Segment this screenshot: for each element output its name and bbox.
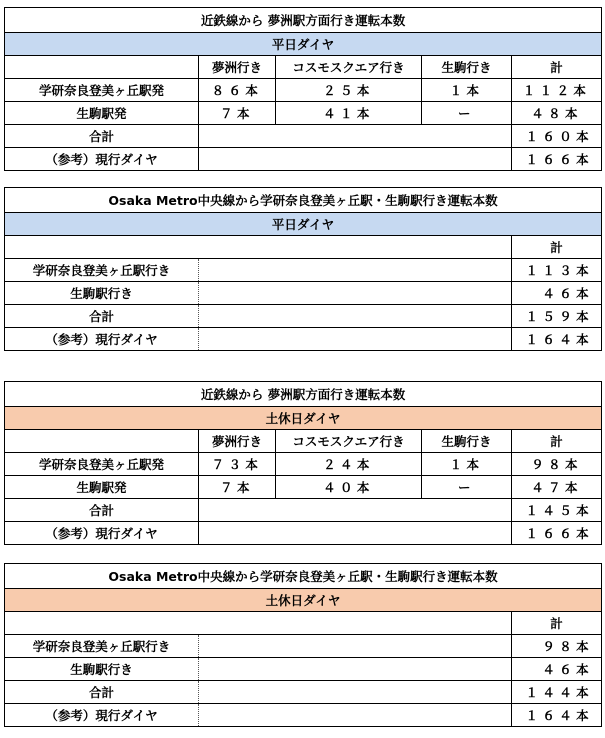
header-blank <box>5 430 199 453</box>
total-label: 合計 <box>5 499 199 522</box>
header-blank <box>5 56 199 79</box>
total-value: １４５本 <box>512 499 602 522</box>
header-blank <box>5 236 199 259</box>
row-label: 生駒駅発 <box>5 102 199 125</box>
table-title: 近鉄線から 夢洲駅方面行き運転本数 <box>5 382 602 407</box>
table-title: Osaka Metro中央線から学研奈良登美ヶ丘駅・生駒駅行き運転本数 <box>5 188 602 213</box>
col-header: コスモスクエア行き <box>276 430 422 453</box>
table-kintetsu-weekday <box>4 7 602 171</box>
reference-row <box>5 522 602 545</box>
cell-value: ４１本 <box>276 102 422 125</box>
total-row <box>5 681 602 704</box>
blank-cell <box>199 499 512 522</box>
reference-value: １６４本 <box>512 328 602 351</box>
row-label: 学研奈良登美ヶ丘駅発 <box>5 79 199 102</box>
reference-label: （参考）現行ダイヤ <box>5 522 199 545</box>
cell-total: １１３本 <box>512 259 602 282</box>
cell-total: ９８本 <box>512 453 602 476</box>
total-value: １４４本 <box>512 681 602 704</box>
blank-cell <box>199 704 512 727</box>
total-value: １５９本 <box>512 305 602 328</box>
reference-row <box>5 704 602 727</box>
total-label: 合計 <box>5 125 199 148</box>
row-label: 生駒駅行き <box>5 282 199 305</box>
cell-value: ２４本 <box>276 453 422 476</box>
total-label: 合計 <box>5 681 199 704</box>
table-metro-weekend <box>4 563 602 727</box>
table-row <box>5 658 602 681</box>
col-header: 計 <box>512 612 602 635</box>
schedule-band: 土休日ダイヤ <box>5 407 602 430</box>
col-header: 夢洲行き <box>199 430 276 453</box>
reference-value: １６６本 <box>512 522 602 545</box>
cell-value: ２５本 <box>276 79 422 102</box>
blank-cell <box>199 635 512 658</box>
col-header: コスモスクエア行き <box>276 56 422 79</box>
cell-total: １１２本 <box>512 79 602 102</box>
col-header: 生駒行き <box>422 430 512 453</box>
cell-total: ４６本 <box>512 658 602 681</box>
schedule-band: 平日ダイヤ <box>5 33 602 56</box>
table-row <box>5 79 602 102</box>
reference-row <box>5 328 602 351</box>
cell-value: ７本 <box>199 476 276 499</box>
blank-cell <box>199 282 512 305</box>
reference-value: １６４本 <box>512 704 602 727</box>
reference-row <box>5 148 602 171</box>
cell-value: ー <box>422 476 512 499</box>
cell-value: ８６本 <box>199 79 276 102</box>
header-blank <box>199 236 512 259</box>
schedule-band: 土休日ダイヤ <box>5 589 602 612</box>
blank-cell <box>199 259 512 282</box>
table-row <box>5 476 602 499</box>
table-row <box>5 453 602 476</box>
table-row <box>5 635 602 658</box>
blank-cell <box>199 125 512 148</box>
col-header: 計 <box>512 236 602 259</box>
schedule-band: 平日ダイヤ <box>5 213 602 236</box>
blank-cell <box>199 522 512 545</box>
total-row <box>5 499 602 522</box>
col-header: 計 <box>512 430 602 453</box>
table-title: 近鉄線から 夢洲駅方面行き運転本数 <box>5 8 602 33</box>
blank-cell <box>199 328 512 351</box>
header-blank <box>199 612 512 635</box>
reference-label: （参考）現行ダイヤ <box>5 148 199 171</box>
blank-cell <box>199 681 512 704</box>
cell-value: ４０本 <box>276 476 422 499</box>
row-label: 学研奈良登美ヶ丘駅発 <box>5 453 199 476</box>
col-header: 計 <box>512 56 602 79</box>
cell-total: ９８本 <box>512 635 602 658</box>
blank-cell <box>199 658 512 681</box>
table-row <box>5 282 602 305</box>
cell-value: ７本 <box>199 102 276 125</box>
cell-value: １本 <box>422 453 512 476</box>
col-header: 生駒行き <box>422 56 512 79</box>
total-row <box>5 305 602 328</box>
blank-cell <box>199 305 512 328</box>
row-label: 学研奈良登美ヶ丘駅行き <box>5 635 199 658</box>
cell-total: ４８本 <box>512 102 602 125</box>
reference-label: （参考）現行ダイヤ <box>5 704 199 727</box>
reference-label: （参考）現行ダイヤ <box>5 328 199 351</box>
table-row <box>5 102 602 125</box>
reference-value: １６６本 <box>512 148 602 171</box>
header-blank <box>5 612 199 635</box>
col-header: 夢洲行き <box>199 56 276 79</box>
total-value: １６０本 <box>512 125 602 148</box>
total-row <box>5 125 602 148</box>
row-label: 生駒駅発 <box>5 476 199 499</box>
table-metro-weekday <box>4 187 602 351</box>
cell-value: ー <box>422 102 512 125</box>
total-label: 合計 <box>5 305 199 328</box>
table-row <box>5 259 602 282</box>
cell-value: １本 <box>422 79 512 102</box>
row-label: 生駒駅行き <box>5 658 199 681</box>
row-label: 学研奈良登美ヶ丘駅行き <box>5 259 199 282</box>
cell-value: ７３本 <box>199 453 276 476</box>
cell-total: ４６本 <box>512 282 602 305</box>
blank-cell <box>199 148 512 171</box>
cell-total: ４７本 <box>512 476 602 499</box>
table-kintetsu-weekend <box>4 381 602 545</box>
table-title: Osaka Metro中央線から学研奈良登美ヶ丘駅・生駒駅行き運転本数 <box>5 564 602 589</box>
